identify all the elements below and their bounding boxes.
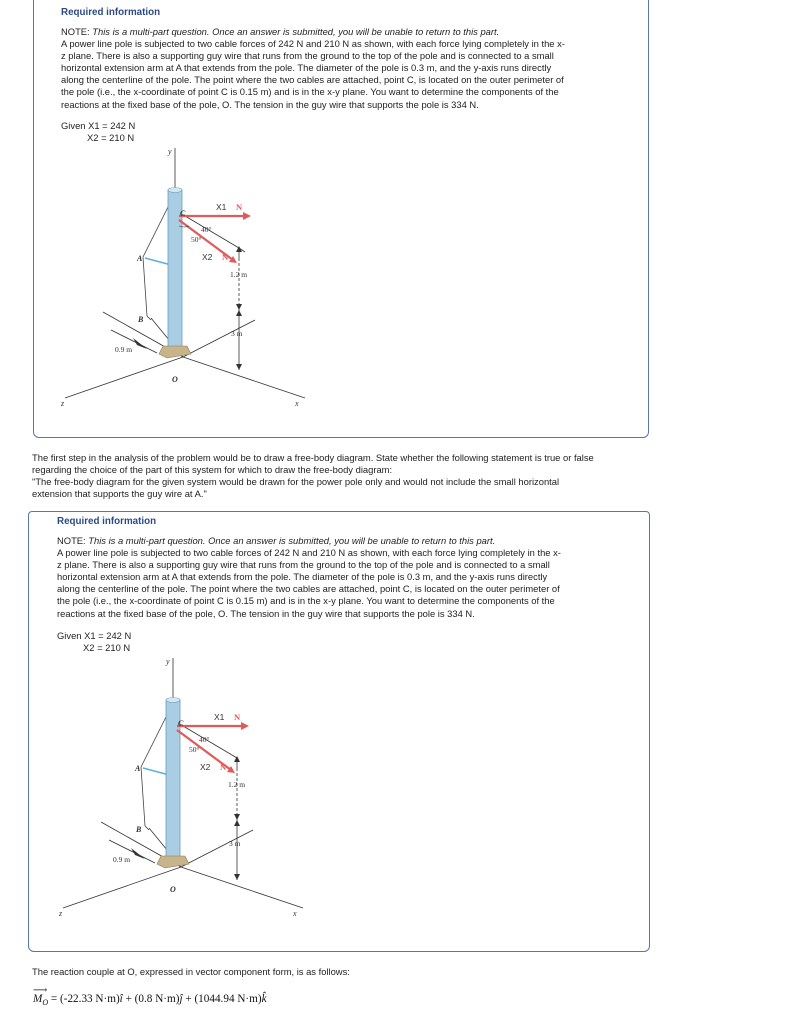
- panel-1-line: along the centerline of the pole. The point where the two cables are attached, point C, is located on the outer perimeter of: [61, 74, 564, 86]
- pole-diagram-2: [53, 650, 323, 925]
- panel-2-heading: Required information: [57, 516, 157, 527]
- moment-vector-label: ⟶ $M_O$: [33, 985, 49, 1008]
- label-z: z: [61, 399, 65, 408]
- label-o: O: [170, 885, 176, 894]
- label-x1-unit: N: [234, 712, 241, 722]
- question-1-text: The first step in the analysis of the problem would be to draw a free-body diagram. State whether the following statement is true or false regarding the choice of the part of this system for which to draw the free-body diagram: "The free-body diagram for the given system would be drawn for the power pole only and would not include the small horizontal extension that supports the guy wire at A.": [32, 452, 594, 500]
- label-b: B: [136, 825, 142, 834]
- pole-diagram-1: [55, 140, 325, 415]
- angle-50: 50°: [189, 745, 200, 754]
- dim-0-9-m: 0.9 m: [113, 855, 131, 864]
- dim-1-2-m: 1.2 m: [228, 780, 246, 789]
- panel-1-line: z plane. There is also a supporting guy wire that runs from the ground to the top of the pole and is connected to a small: [61, 50, 554, 62]
- label-x1: X1: [214, 712, 225, 722]
- vector-arrow-icon: ⟶: [33, 985, 48, 996]
- label-x: x: [293, 909, 297, 918]
- panel-2-line: along the centerline of the pole. The point where the two cables are attached, point C, is located on the outer perimeter of: [57, 583, 560, 595]
- label-x2-unit: N: [222, 252, 229, 262]
- label-b: B: [138, 315, 144, 324]
- pole-figure: [65, 148, 305, 398]
- question-2-text: The reaction couple at O, expressed in vector component form, is as follows:: [32, 966, 350, 977]
- label-x: x: [295, 399, 299, 408]
- panel-2-line: z plane. There is also a supporting guy wire that runs from the ground to the top of the pole and is connected to a small: [57, 559, 550, 571]
- panel-2-given: Given X1 = 242 N X2 = 210 N: [57, 630, 132, 653]
- panel-2-note: NOTE: This is a multi-part question. Once an answer is submitted, you will be unable to return to this part.: [57, 535, 496, 546]
- label-c: C: [180, 209, 186, 218]
- panel-1-line: horizontal extension arm at A that extends from the pole. The diameter of the pole is 0.3 m, and the y-axis runs directly: [61, 62, 552, 74]
- label-x1-unit: N: [236, 202, 243, 212]
- panel-2-line: the pole (i.e., the x-coordinate of point C is 0.15 m) and is in the x-y plane. You want to determine the components of the: [57, 595, 555, 607]
- panel-1-line: A power line pole is subjected to two cable forces of 242 N and 210 N as shown, with each force lying completely in the x-: [61, 38, 565, 50]
- panel-2-body: [57, 535, 637, 620]
- label-a: A: [135, 764, 141, 773]
- label-a: A: [137, 254, 143, 263]
- label-o: O: [172, 375, 178, 384]
- dim-3-m: 3 m: [229, 839, 241, 848]
- dim-1-2-m: 1.2 m: [230, 270, 248, 279]
- panel-1-line: reactions at the fixed base of the pole, O. The tension in the guy wire that supports the pole is 334 N.: [61, 98, 479, 110]
- label-c: C: [178, 719, 184, 728]
- panel-2-line: reactions at the fixed base of the pole, O. The tension in the guy wire that supports the pole is 334 N.: [57, 607, 475, 619]
- angle-50: 50°: [191, 235, 202, 244]
- label-z: z: [59, 909, 63, 918]
- angle-40: 40°: [199, 735, 210, 744]
- panel-2-line: A power line pole is subjected to two cable forces of 242 N and 210 N as shown, with each force lying completely in the x-: [57, 547, 561, 559]
- label-y: y: [166, 657, 170, 666]
- panel-1-heading: Required information: [61, 7, 161, 18]
- reaction-couple-answer: ⟶ $M_O = (-22.33$ N·m)î + (0.8 N·m)ĵ + (1044.94 N·m)k̂: [33, 985, 267, 1008]
- label-y: y: [168, 147, 172, 156]
- dim-0-9-m: 0.9 m: [115, 345, 133, 354]
- panel-1-body: [61, 26, 631, 111]
- label-x2-unit: N: [220, 762, 227, 772]
- label-x2: X2: [200, 762, 211, 772]
- panel-2-line: horizontal extension arm at A that extends from the pole. The diameter of the pole is 0.3 m, and the y-axis runs directly: [57, 571, 548, 583]
- label-x2: X2: [202, 252, 213, 262]
- panel-1-line: the pole (i.e., the x-coordinate of point C is 0.15 m) and is in the x-y plane. You want to determine the components of the: [61, 86, 559, 98]
- label-x1: X1: [216, 202, 227, 212]
- angle-40: 40°: [201, 225, 212, 234]
- pole-figure: [63, 658, 303, 908]
- panel-1-note: NOTE: This is a multi-part question. Once an answer is submitted, you will be unable to return to this part.: [61, 26, 500, 37]
- panel-1-given: Given X1 = 242 N X2 = 210 N: [61, 120, 136, 143]
- dim-3-m: 3 m: [231, 329, 243, 338]
